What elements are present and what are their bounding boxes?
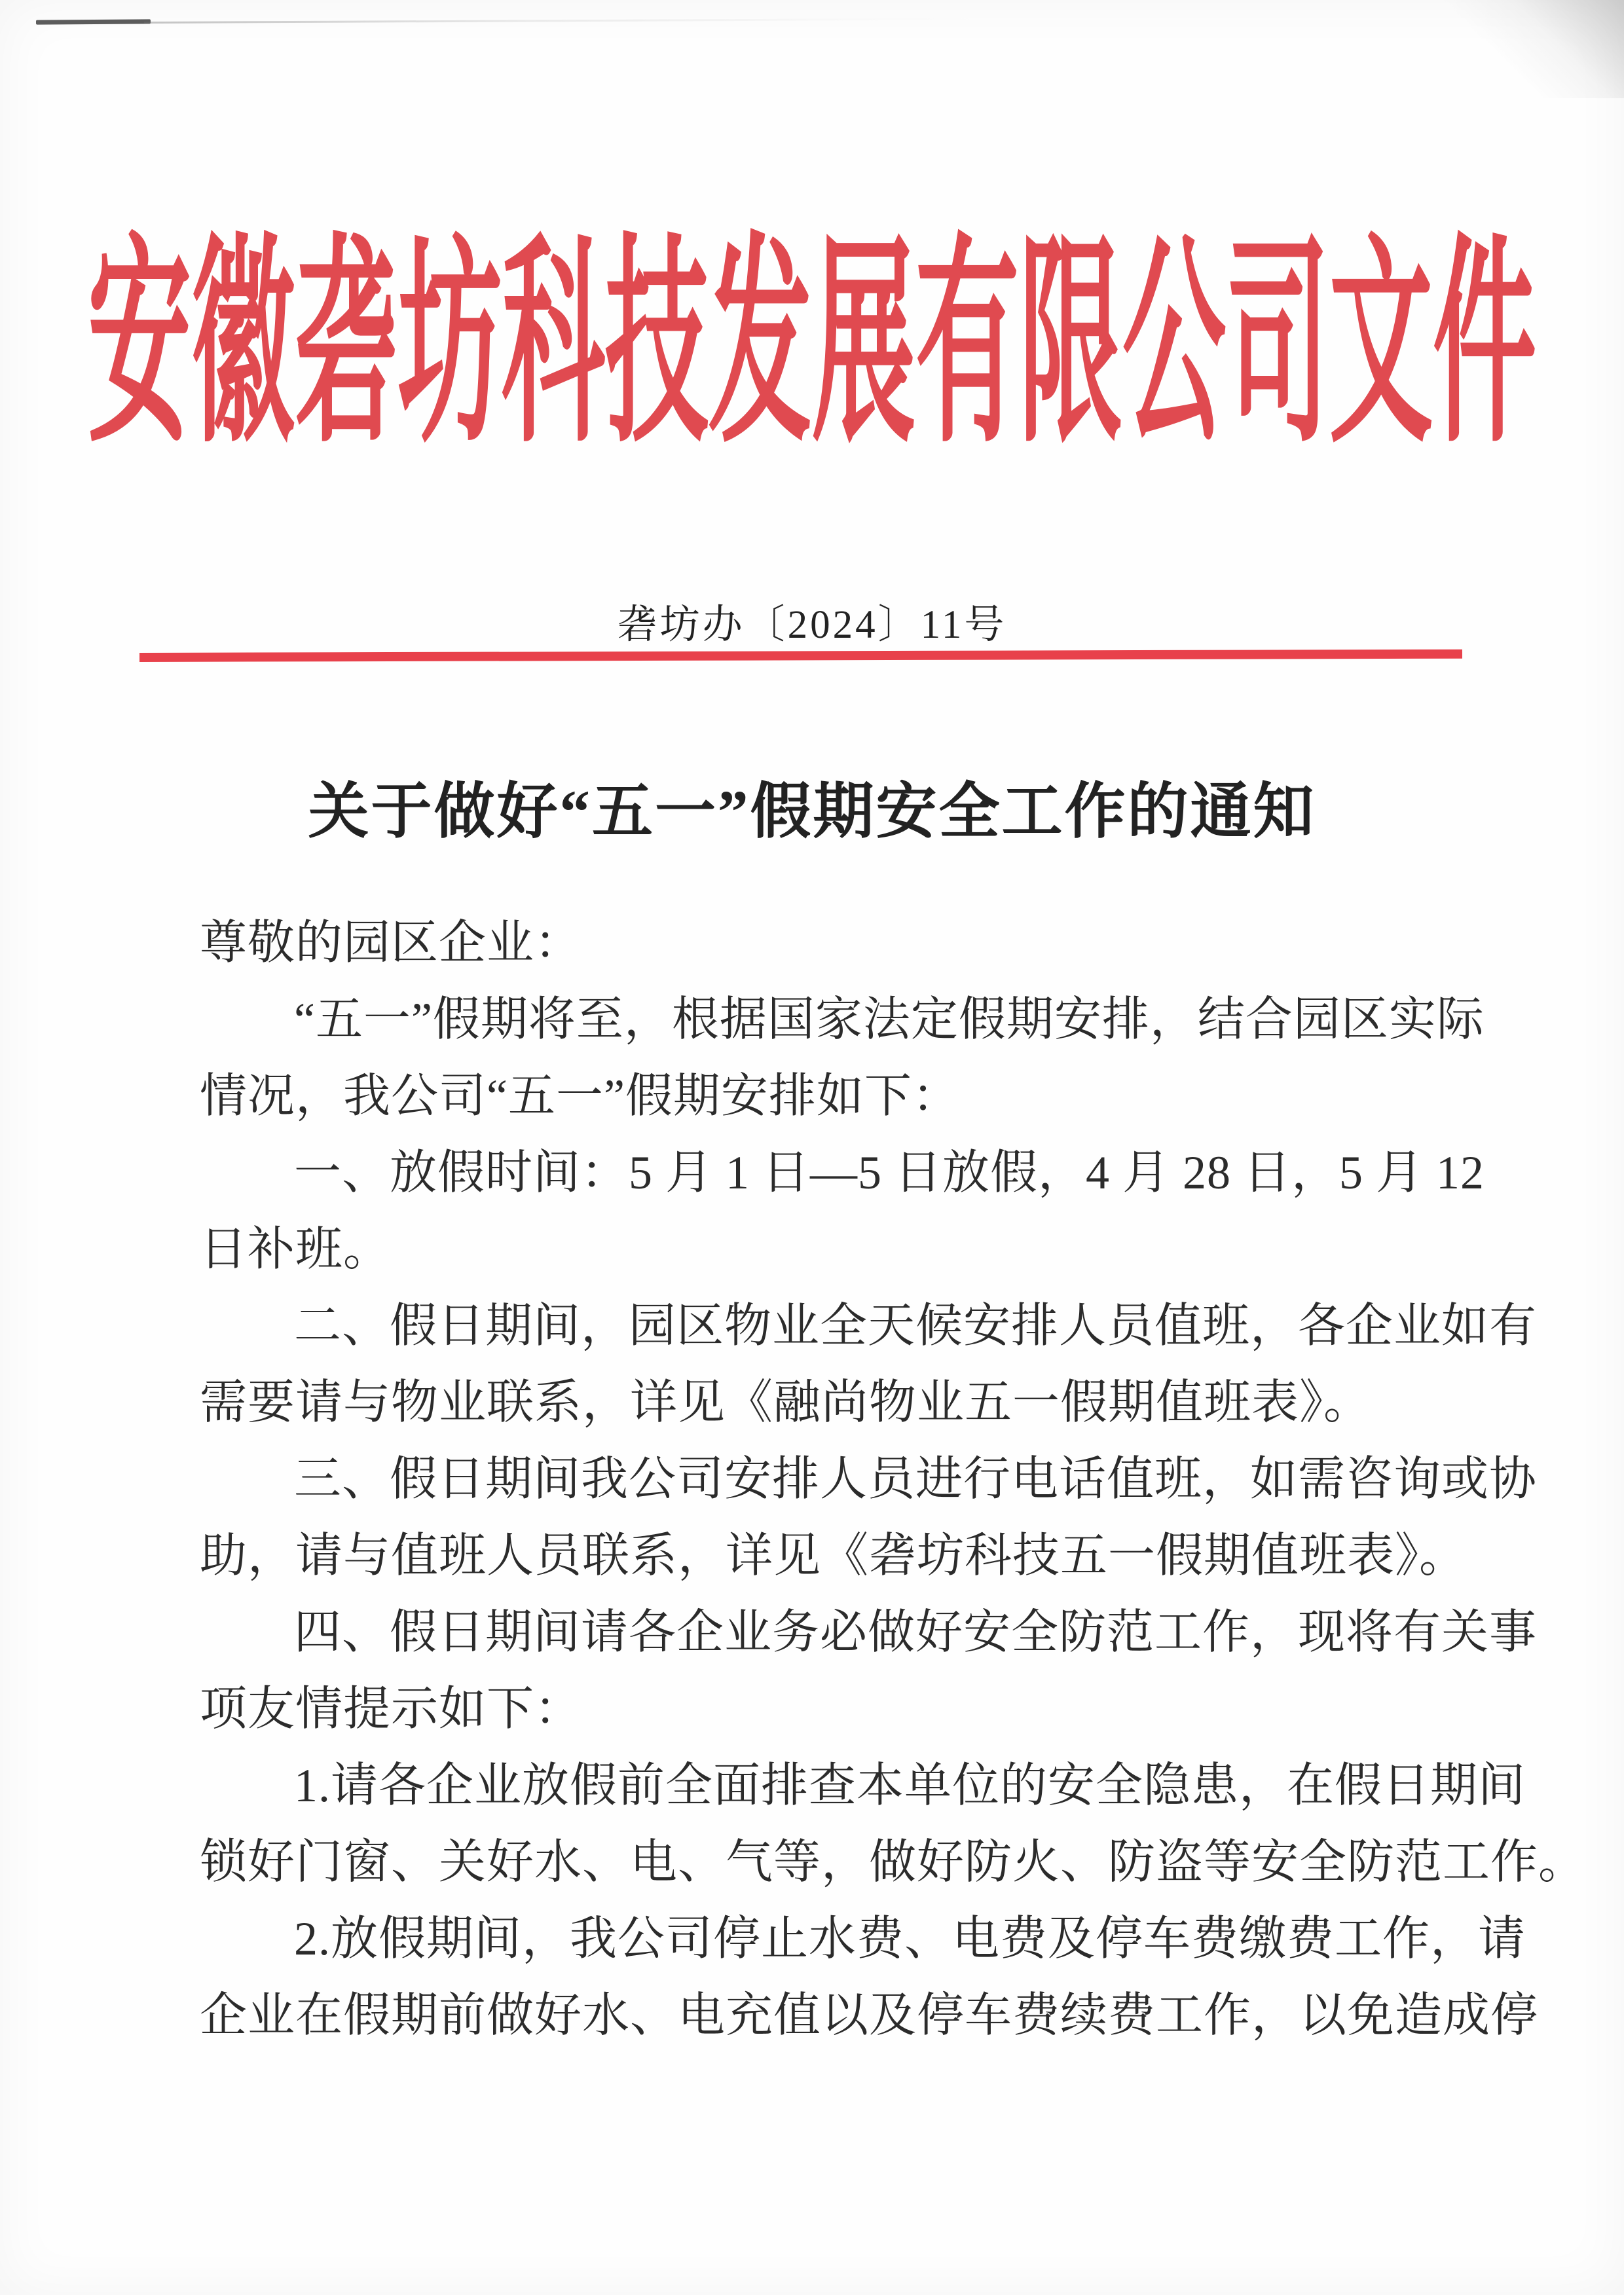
scan-artifact-dash [36, 19, 151, 24]
body-line: 尊敬的园区企业： [200, 917, 583, 969]
scan-artifact-corner [1428, 0, 1624, 98]
document-number: 砻坊办〔2024〕11号 [617, 603, 1007, 647]
body-line: 四、假日期间请各企业务必做好安全防范工作，现将有关事 [294, 1606, 1538, 1659]
scan-artifact-hairline [144, 18, 995, 24]
company-letterhead-banner: 安徽砻坊科技发展有限公司文件 [88, 223, 1536, 470]
body-line: 一、放假时间：5 月 1 日—5 日放假，4 月 28 日，5 月 12 [294, 1147, 1485, 1199]
body-line: 助，请与值班人员联系，详见《砻坊科技五一假期值班表》。 [200, 1530, 1467, 1582]
body-line: 2.放假期间，我公司停止水费、电费及停车费缴费工作，请 [294, 1913, 1526, 1965]
body-line: 二、假日期间，园区物业全天候安排人员值班，各企业如有 [294, 1300, 1538, 1352]
body-line: 项友情提示如下： [200, 1683, 583, 1735]
body-line: “五一”假期将至，根据国家法定假期安排，结合园区实际 [294, 993, 1485, 1046]
body-line: 三、假日期间我公司安排人员进行电话值班，如需咨询或协 [294, 1453, 1538, 1505]
body-line: 需要请与物业联系，详见《融尚物业五一假期值班表》。 [200, 1376, 1372, 1429]
body-line: 情况，我公司“五一”假期安排如下： [200, 1070, 960, 1122]
body-line: 企业在假期前做好水、电充值以及停车费续费工作，以免造成停 [200, 1989, 1539, 2042]
body-line: 1.请各企业放假前全面排查本单位的安全隐患，在假日期间 [294, 1759, 1526, 1812]
document-body [200, 905, 1587, 2054]
body-line: 日补班。 [200, 1223, 392, 1276]
body-line: 锁好门窗、关好水、电、气等，做好防火、防盗等安全防范工作。 [200, 1836, 1587, 1888]
document-title: 关于做好“五一”假期安全工作的通知 [308, 779, 1316, 846]
